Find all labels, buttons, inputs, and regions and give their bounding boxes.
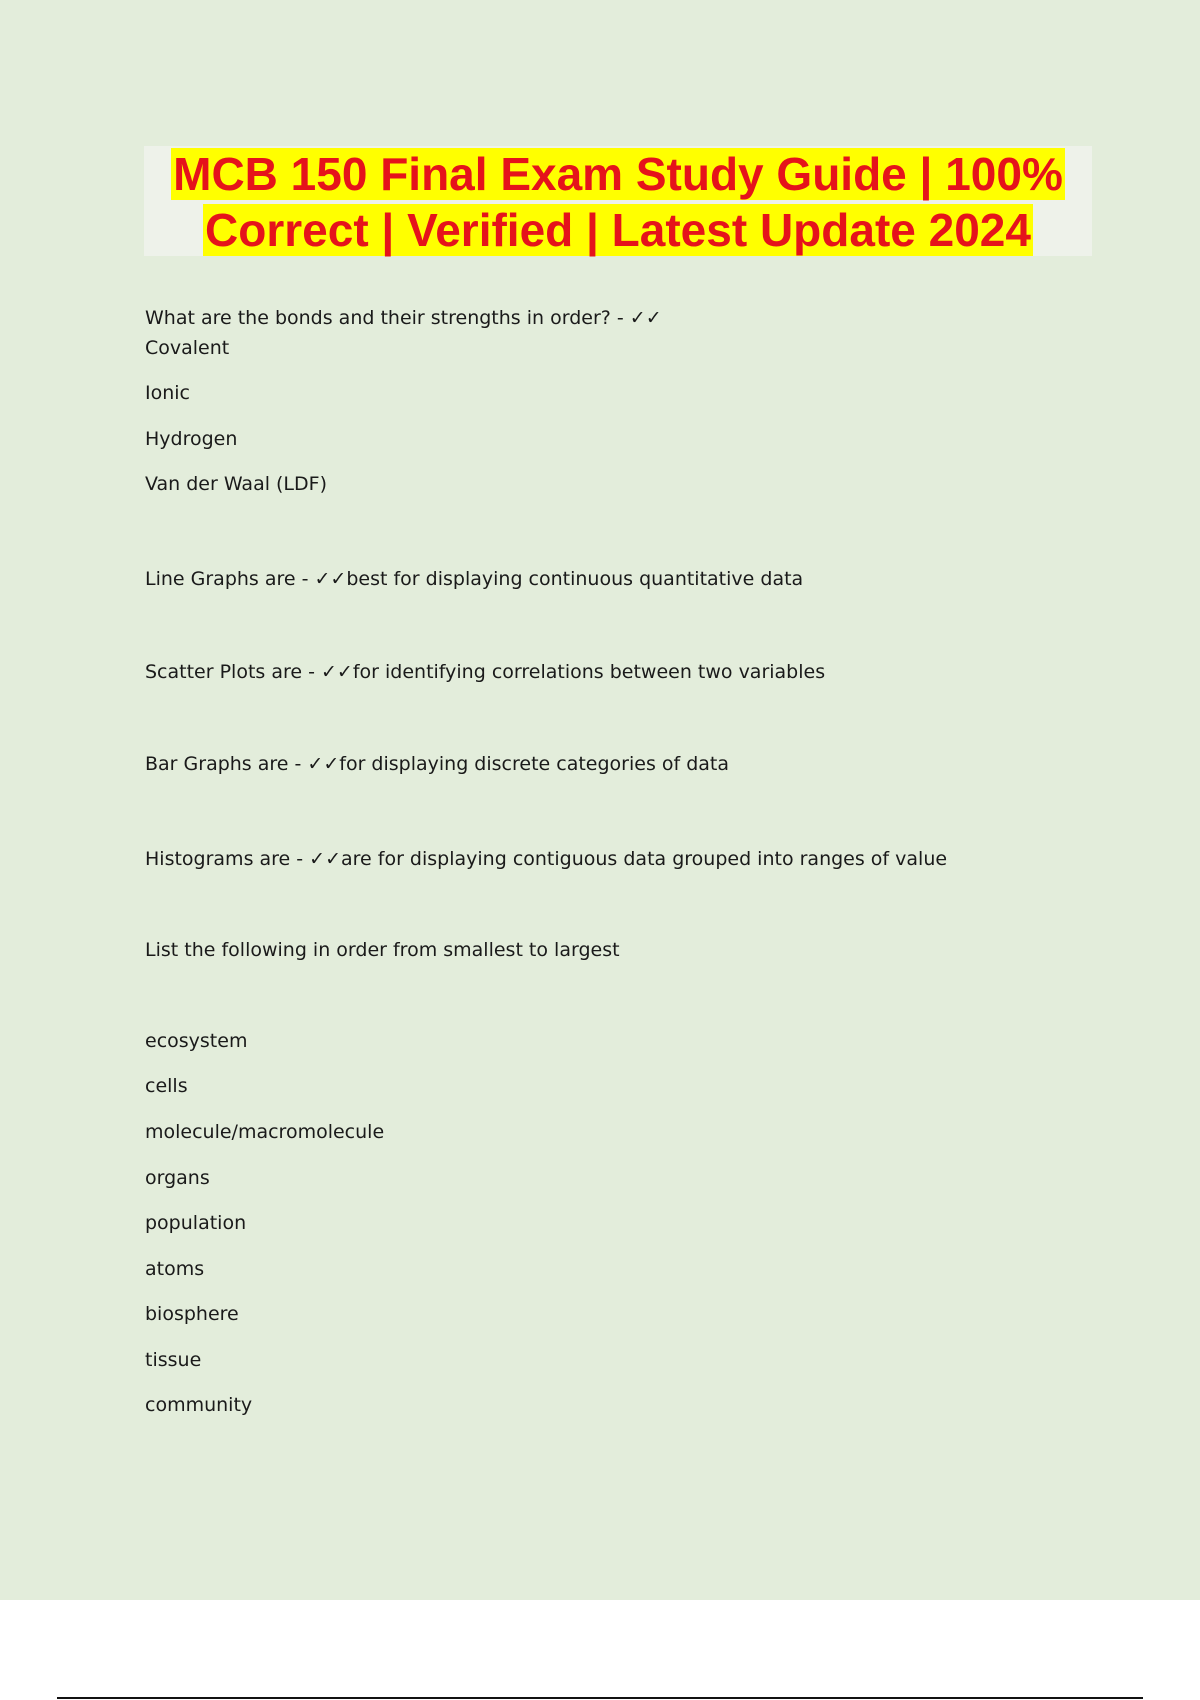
title-line-2: Correct | Verified | Latest Update 2024 [205, 204, 1031, 256]
list-item: biosphere [145, 1303, 239, 1325]
list-item: atoms [145, 1258, 205, 1280]
list-item: ecosystem [145, 1030, 248, 1052]
list-item: tissue [145, 1349, 202, 1371]
question-bar-graphs: Bar Graphs are - ✓✓for displaying discrete categories of data [145, 753, 730, 775]
answer-item: Van der Waal (LDF) [145, 473, 327, 495]
question-order-list: List the following in order from smallest to largest [145, 939, 620, 961]
answer-item: Ionic [145, 382, 190, 404]
question-line-graphs: Line Graphs are - ✓✓best for displaying continuous quantitative data [145, 568, 804, 590]
answer-item: Hydrogen [145, 428, 238, 450]
question-scatter-plots: Scatter Plots are - ✓✓for identifying correlations between two variables [145, 661, 826, 683]
footer-divider [57, 1697, 1143, 1699]
title-line-1: MCB 150 Final Exam Study Guide | 100% [173, 148, 1063, 200]
answer-item: Covalent [145, 337, 230, 359]
list-item: organs [145, 1167, 210, 1189]
question-bonds: What are the bonds and their strengths in order? - ✓✓ [145, 307, 662, 329]
question-histograms: Histograms are - ✓✓are for displaying contiguous data grouped into ranges of value [145, 848, 948, 870]
list-item: population [145, 1212, 247, 1234]
list-item: molecule/macromolecule [145, 1121, 385, 1143]
list-item: community [145, 1394, 253, 1416]
document-title [144, 146, 1092, 256]
list-item: cells [145, 1075, 188, 1097]
